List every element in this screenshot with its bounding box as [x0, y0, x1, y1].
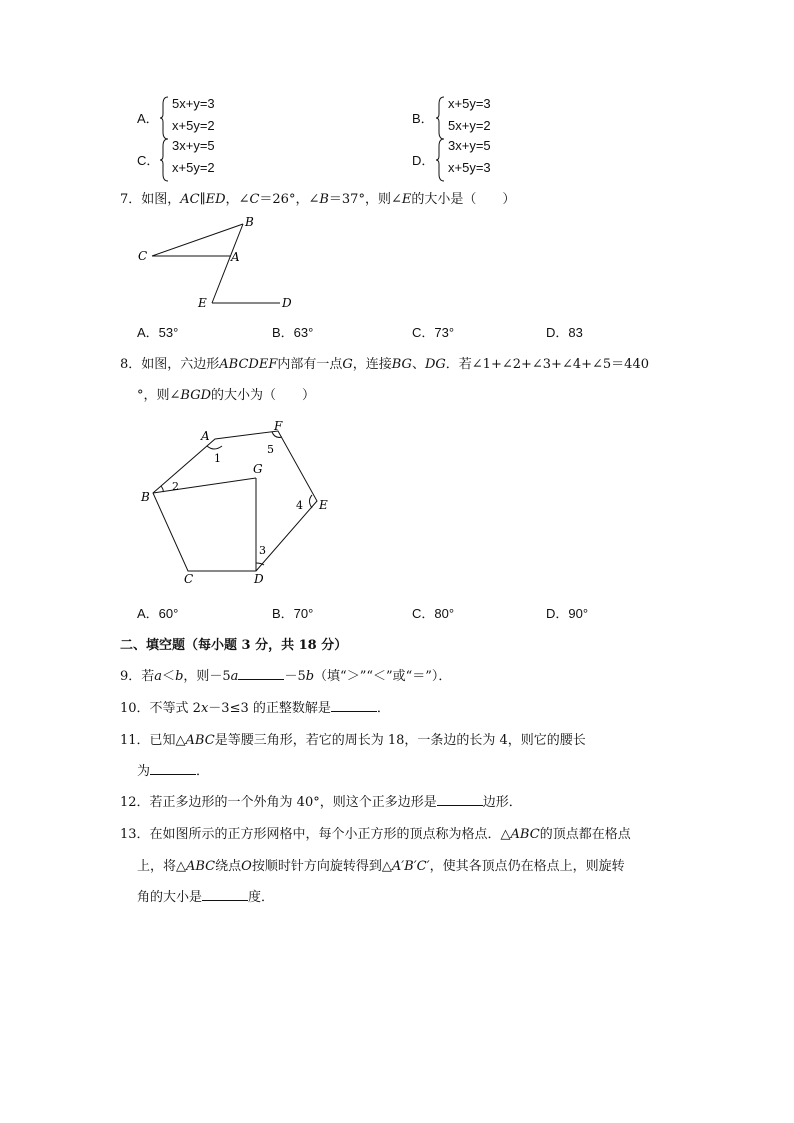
q11-stem-line2 [137, 760, 209, 779]
q7-option-b: B．63° [272, 325, 314, 340]
label-g: G [253, 462, 263, 476]
q13-text: ，使其各顶点仍在格点上，则旋转 [429, 859, 625, 874]
section-heading-fill-in: 二、填空题（每小题 3 分，共 18 分） [120, 638, 348, 653]
q8-text: ，连接 [352, 357, 392, 372]
brace-icon [436, 138, 446, 182]
q7-text: AC∥ED [180, 192, 226, 207]
segment-cb [152, 224, 243, 256]
q8-option-a: A．60° [137, 606, 179, 621]
q9-text: －5 [284, 669, 306, 684]
q10-text: x [200, 701, 209, 716]
brace-icon [160, 96, 170, 140]
q8-text: 8．如图，六边形 [120, 357, 220, 372]
q6-option-a-label: A． [137, 111, 159, 126]
angle-number-3: 3 [259, 544, 266, 557]
angle-number-4: 4 [296, 499, 303, 512]
label-a: A [231, 250, 240, 264]
q6-option-d-eq1: 3x+y=5 [448, 138, 491, 153]
q13-stem-line2 [137, 855, 625, 874]
q13-text: ABC [186, 859, 216, 874]
q10-answer-blank[interactable] [331, 699, 377, 712]
q7-option-c: C．73° [412, 325, 455, 340]
q9-stem [120, 665, 451, 684]
label-b: B [141, 490, 150, 504]
q10-text: ． [376, 701, 390, 716]
q7-figure [130, 210, 320, 320]
label-d: D [282, 296, 292, 310]
q13-text: 上，将△ [137, 859, 186, 874]
q8-text: 内部有一点 [277, 357, 343, 372]
q11-text: 是等腰三角形，若它的周长为 18，一条边的长为 4，则它的腰长 [214, 733, 586, 748]
q10-stem [120, 697, 390, 716]
q6-option-a-eq2: x+5y=2 [172, 118, 215, 133]
q7-text: 7．如图， [120, 192, 181, 207]
label-f: F [274, 419, 283, 433]
q6-option-b-eq2: 5x+y=2 [448, 118, 491, 133]
angle-arc-4 [310, 495, 313, 508]
q6-option-c-label: C． [137, 153, 160, 168]
q8-text: ∠BGD [169, 388, 212, 403]
q8-text: °，则 [137, 388, 170, 403]
q8-text: 、 [411, 357, 425, 372]
q7-text: ∠E [390, 192, 412, 207]
q6-option-d-system [436, 138, 536, 182]
q10-text: 10．不等式 2 [120, 701, 201, 716]
q12-stem [120, 791, 522, 810]
q12-text: 12．若正多边形的一个外角为 40°，则这个正多边形是 [120, 795, 437, 810]
brace-icon [436, 96, 446, 140]
label-d: D [254, 572, 264, 586]
q7-text: ∠B [308, 192, 329, 207]
q7-text: ， [225, 192, 239, 207]
q9-text: b [175, 669, 184, 684]
label-c: C [138, 249, 148, 263]
q8-text: BG [391, 357, 412, 372]
q9-text: 9．若 [120, 669, 155, 684]
angle-arc-2 [161, 486, 163, 492]
q11-text: 11．已知△ [120, 733, 186, 748]
angle-number-2: 2 [172, 480, 179, 493]
q9-text: a [230, 669, 239, 684]
q11-answer-blank[interactable] [150, 762, 196, 775]
q10-text: －3≤3 的正整数解是 [208, 701, 331, 716]
label-b: B [245, 215, 254, 229]
q6-option-b-eq1: x+5y=3 [448, 96, 491, 111]
q6-option-d-label: D． [412, 153, 435, 168]
q12-answer-blank[interactable] [437, 793, 483, 806]
q13-text: A′B′C′ [391, 859, 430, 874]
brace-icon [160, 138, 170, 182]
q8-text: 的大小为（ ） [211, 388, 316, 403]
q6-option-c-eq1: 3x+y=5 [172, 138, 215, 153]
q9-text: a [154, 669, 163, 684]
q6-option-d-eq2: x+5y=3 [448, 160, 491, 175]
q8-option-c: C．80° [412, 606, 455, 621]
q8-text: ABCDEF [219, 357, 278, 372]
label-e: E [319, 498, 328, 512]
q13-stem-line3 [137, 886, 274, 905]
q7-text: ＝37°，则 [328, 192, 391, 207]
q9-text: （填“＞”“＜”或“＝”）． [314, 669, 452, 684]
q8-text: G [342, 357, 353, 372]
q12-text: 边形． [482, 795, 522, 810]
q6-option-c-eq2: x+5y=2 [172, 160, 215, 175]
label-a: A [201, 429, 210, 443]
q13-text: 度． [248, 890, 275, 905]
q13-text: 13．在如图所示的正方形网格中，每个小正方形的顶点称为格点．△ [120, 827, 511, 842]
q13-stem-line1 [120, 823, 631, 842]
q9-text: ，则－5 [183, 669, 231, 684]
q13-text: ABC [510, 827, 540, 842]
q8-figure [135, 415, 345, 590]
q7-text: 的大小是（ ） [411, 192, 516, 207]
label-c: C [184, 572, 194, 586]
q11-text: 为 [137, 764, 151, 779]
q7-text: ＝26°， [259, 192, 309, 207]
q8-text: ．若∠1+∠2+∠3+∠4+∠5＝440 [445, 357, 649, 372]
angle-arc-1 [207, 446, 222, 449]
segment-bg [153, 478, 256, 493]
q9-answer-blank[interactable] [238, 667, 284, 680]
label-e: E [198, 296, 207, 310]
q6-option-a-eq1: 5x+y=3 [172, 96, 215, 111]
q7-option-d: D．83 [546, 325, 583, 340]
q9-text: ＜ [162, 669, 176, 684]
q6-option-c-system [160, 138, 260, 182]
q6-option-b-system [436, 96, 536, 140]
q8-option-b: B．70° [272, 606, 314, 621]
hexagon-abcdef [153, 431, 317, 571]
q13-answer-blank[interactable] [202, 888, 248, 901]
q8-stem-line1 [120, 353, 649, 372]
q8-stem-line2 [137, 384, 315, 403]
q8-option-d: D．90° [546, 606, 589, 621]
q13-text: 按顺时针方向旋转得到△ [251, 859, 392, 874]
q13-text: O [241, 859, 252, 874]
q11-text: ABC [185, 733, 215, 748]
q7-text: ∠C [238, 192, 260, 207]
q8-text: DG [424, 357, 446, 372]
q9-text: b [305, 669, 315, 684]
q13-text: 绕点 [215, 859, 242, 874]
q7-option-a: A．53° [137, 325, 179, 340]
q6-option-a-system [160, 96, 260, 140]
q13-text: 角的大小是 [137, 890, 203, 905]
q6-option-b-label: B． [412, 111, 434, 126]
q13-text: 的顶点都在格点 [539, 827, 631, 842]
q7-stem [120, 188, 515, 207]
angle-number-1: 1 [214, 452, 221, 465]
angle-number-5: 5 [267, 443, 274, 456]
q11-stem-line1 [120, 729, 586, 748]
q11-text: ． [196, 764, 210, 779]
